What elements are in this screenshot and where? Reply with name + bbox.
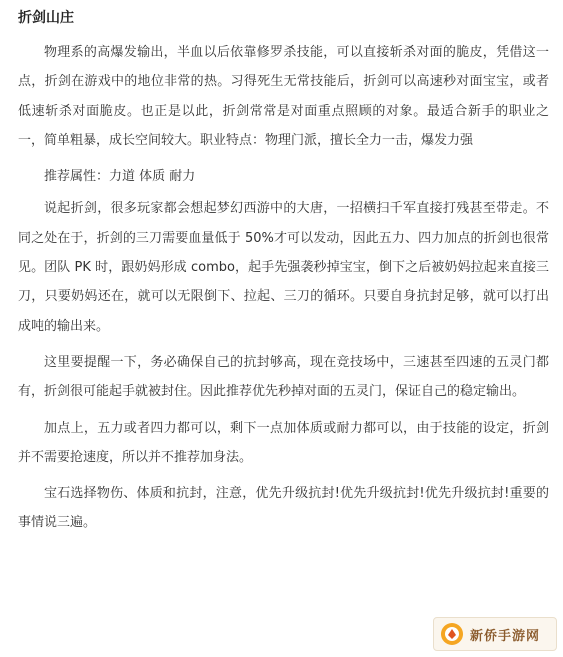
paragraph-gems: 宝石选择物伤、体质和抗封，注意，优先升级抗封!优先升级抗封!优先升级抗封!重要的事情说三遍。 — [18, 486, 549, 531]
paragraph-stat-points: 加点上，五力或者四力都可以，剩下一点加体质或耐力都可以，由于技能的设定，折剑并不需要抢速度，所以并不推荐加身法。 — [18, 420, 549, 465]
paragraph-combo: 说起折剑，很多玩家都会想起梦幻西游中的大唐，一招横扫千军直接打残甚至带走。不同之处在于，折剑的三刀需要血量低于 50%才可以发动，因此五力、四力加点的折剑也很常见。团队 PK 时，跟奶妈形成 combo，起手先强袭秒掉宝宝，倒下之后被奶妈拉起来直接三刀，只要奶妈还在，就可以无限倒下、拉起、三刀的循环。只要自身抗封足够，就可以打出成吨的输出来。 — [18, 201, 549, 334]
paragraph-recommended-attributes: 推荐属性：力道 体质 耐力 — [44, 169, 196, 185]
logo-icon — [440, 622, 464, 646]
watermark-text: 新侨手游网 — [470, 628, 541, 644]
site-watermark — [433, 617, 557, 651]
paragraph-intro: 物理系的高爆发输出，半血以后依靠修罗杀技能，可以直接斩杀对面的脆皮，凭借这一点，折剑在游戏中的地位非常的热。习得死生无常技能后，折剑可以高速秒对面宝宝，或者低速斩杀对面脆皮。也正是以此，折剑常常是对面重点照顾的对象。最适合新手的职业之一，简单粗暴，成长空间较大。职业特点：物理门派，擅长全力一击，爆发力强 — [18, 45, 549, 148]
article-title: 折剑山庄 — [18, 10, 74, 26]
paragraph-warning: 这里要提醒一下，务必确保自己的抗封够高，现在竞技场中，三速甚至四速的五灵门都有，折剑很可能起手就被封住。因此推荐优先秒掉对面的五灵门，保证自己的稳定输出。 — [18, 354, 549, 400]
